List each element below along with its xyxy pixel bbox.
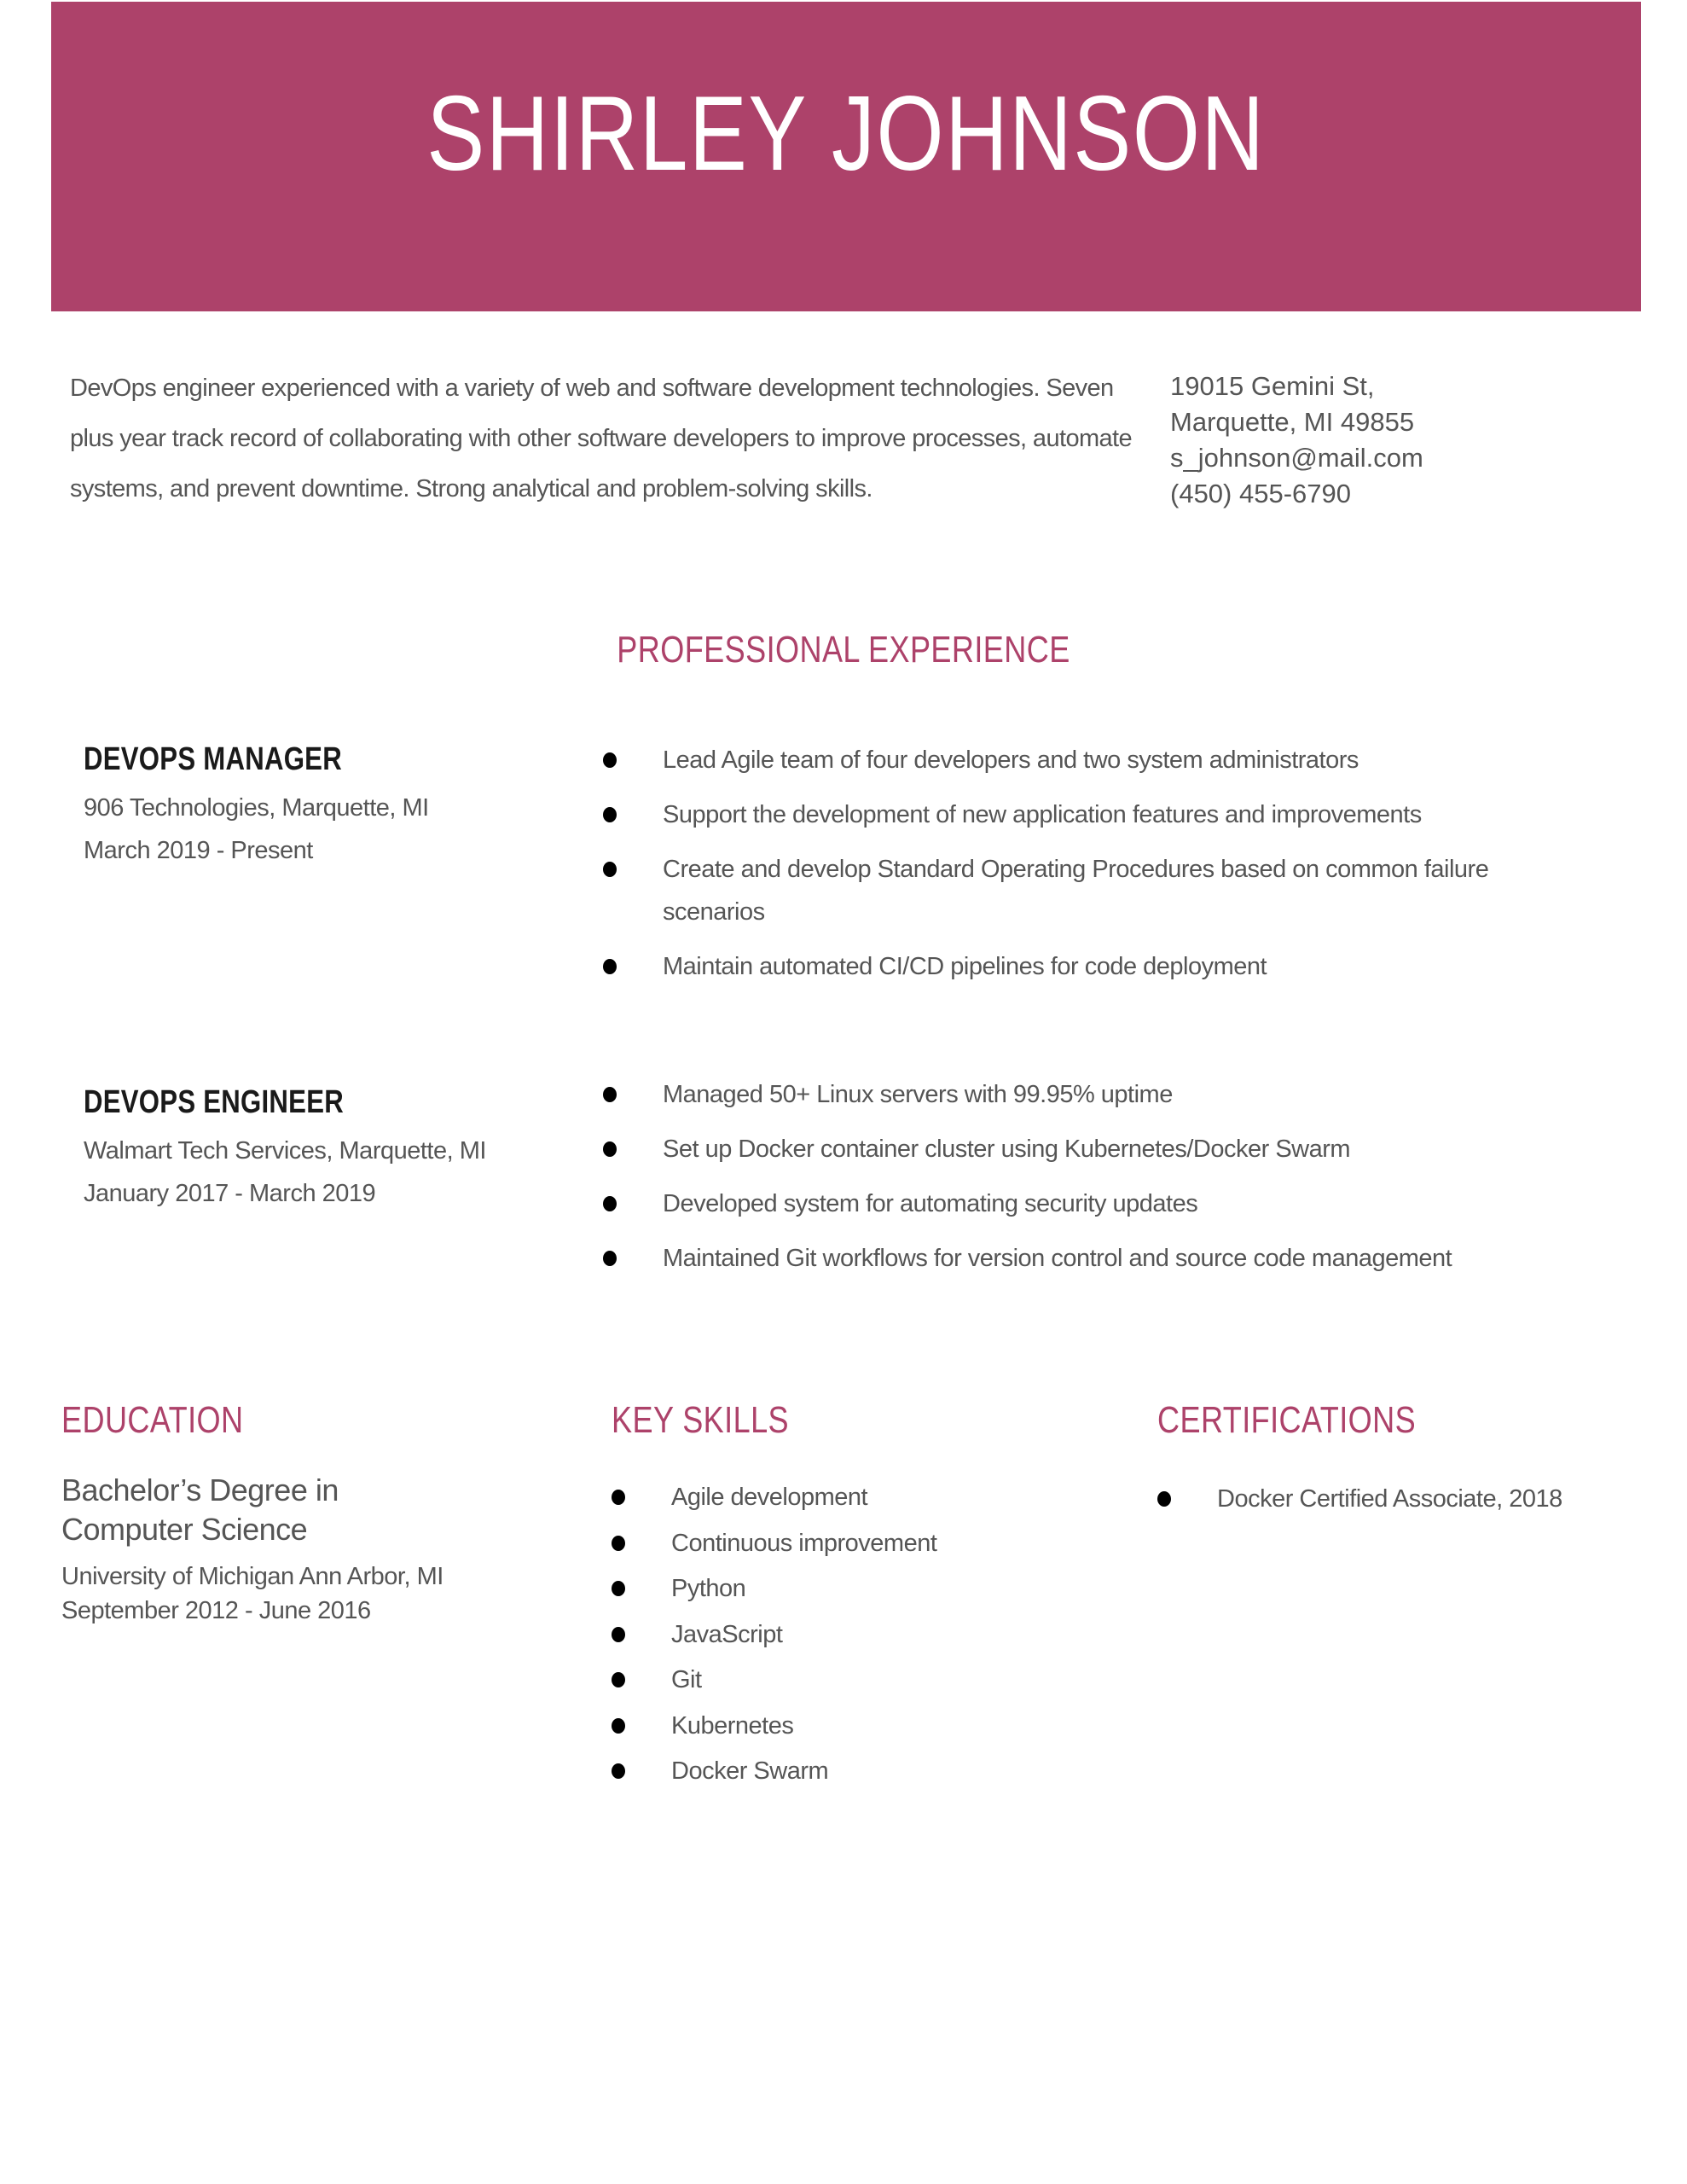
bullet-icon (612, 1763, 625, 1779)
certifications-list (1157, 1482, 1652, 1516)
list-item (603, 848, 1550, 933)
bullet-icon (603, 959, 617, 974)
bullet-icon (612, 1581, 625, 1596)
bullet-text: Create and develop Standard Operating Procedures based on common failure scenarios (663, 856, 1489, 926)
degree-line-1: Bachelor’s Degree in (61, 1472, 339, 1507)
section-title-experience: PROFESSIONAL EXPERIENCE (617, 629, 1070, 671)
bullet-icon (612, 1672, 625, 1687)
job-company: 906 Technologies, Marquette, MI (84, 794, 429, 822)
contact-block (1170, 369, 1528, 512)
skill-text: Docker Swarm (671, 1757, 829, 1785)
list-item (612, 1526, 1089, 1560)
contact-city: Marquette, MI 49855 (1170, 407, 1415, 437)
skill-text: Python (671, 1575, 746, 1602)
education-dates: September 2012 - June 2016 (61, 1597, 371, 1624)
list-item (603, 1073, 1584, 1116)
education-entry (61, 1471, 539, 1628)
bullet-text: Maintain automated CI/CD pipelines for code deployment (663, 953, 1267, 980)
list-item (603, 1128, 1584, 1170)
list-item (612, 1754, 1089, 1788)
contact-street: 19015 Gemini St, (1170, 371, 1375, 401)
header-banner (51, 2, 1641, 311)
candidate-name: SHIRLEY JOHNSON (426, 75, 1266, 193)
degree-line-2: Computer Science (61, 1512, 308, 1547)
job-company: Walmart Tech Services, Marquette, MI (84, 1137, 486, 1165)
list-item (603, 945, 1584, 988)
bullet-icon (603, 1141, 617, 1157)
list-item (1157, 1482, 1652, 1516)
list-item (612, 1480, 1089, 1514)
bullet-icon (603, 807, 617, 822)
bullet-text: Support the development of new application features and improvements (663, 801, 1422, 828)
skill-text: JavaScript (671, 1620, 783, 1648)
contact-email: s_johnson@mail.com (1170, 443, 1423, 473)
skills-list (612, 1480, 1089, 1800)
section-title-certifications: CERTIFICATIONS (1157, 1399, 1417, 1441)
bullet-text: Set up Docker container cluster using Kubernetes/Docker Swarm (663, 1136, 1351, 1163)
section-title-education: EDUCATION (61, 1399, 244, 1441)
bullet-icon (603, 1251, 617, 1266)
list-item (603, 793, 1584, 836)
skill-text: Kubernetes (671, 1711, 794, 1740)
job-dates: January 2017 - March 2019 (84, 1180, 376, 1207)
bullet-icon (612, 1490, 625, 1505)
bullet-icon (612, 1536, 625, 1551)
bullet-icon (1157, 1491, 1171, 1507)
bullet-icon (603, 1196, 617, 1211)
list-item (603, 1182, 1584, 1225)
list-item (612, 1709, 1089, 1743)
job-title: DEVOPS MANAGER (84, 741, 342, 777)
bullet-text: Maintained Git workflows for version control and source code management (663, 1245, 1452, 1272)
skill-text: Agile development (671, 1484, 868, 1511)
bullet-icon (603, 862, 617, 877)
education-school: University of Michigan Ann Arbor, MI (61, 1563, 443, 1590)
job-entry (84, 741, 561, 872)
job-title: DEVOPS ENGINEER (84, 1084, 344, 1120)
list-item (612, 1571, 1089, 1606)
summary-paragraph: DevOps engineer experienced with a variety of web and software development technologies. Seven plus year track record of collaborating with other software developers to improve processes, automate systems, and prevent downtime. Strong analytical and problem-solving skills. (70, 375, 1133, 502)
contact-phone: (450) 455-6790 (1170, 479, 1351, 508)
section-title-skills: KEY SKILLS (612, 1399, 790, 1441)
list-item (612, 1663, 1089, 1697)
list-item (603, 1237, 1584, 1280)
bullet-icon (603, 1087, 617, 1102)
bullet-text: Lead Agile team of four developers and two system administrators (663, 746, 1359, 774)
bullet-icon (612, 1627, 625, 1642)
bullet-icon (612, 1718, 625, 1734)
skill-text: Continuous improvement (671, 1529, 937, 1557)
list-item (603, 739, 1584, 781)
job-bullets (603, 739, 1584, 1000)
job-bullets (603, 1073, 1584, 1292)
job-dates: March 2019 - Present (84, 837, 313, 864)
certification-text: Docker Certified Associate, 2018 (1217, 1485, 1562, 1513)
job-entry (84, 1083, 561, 1215)
bullet-text: Managed 50+ Linux servers with 99.95% uptime (663, 1081, 1173, 1108)
bullet-text: Developed system for automating security updates (663, 1190, 1198, 1217)
list-item (612, 1618, 1089, 1652)
bullet-icon (603, 752, 617, 768)
skill-text: Git (671, 1666, 702, 1693)
